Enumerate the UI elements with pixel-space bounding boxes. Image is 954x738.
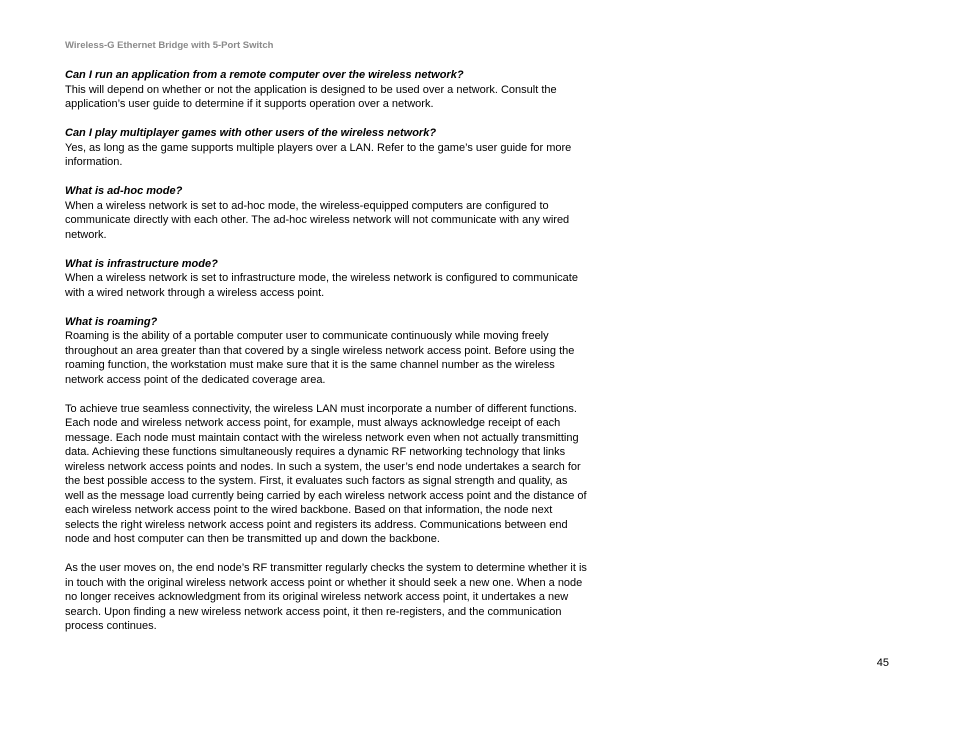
- body-paragraph-seamless-connectivity: To achieve true seamless connectivity, the wireless LAN must incorporate a number of different functions. Each node and wireless network access point, for example, must always acknowledge receipt of each message. Each node must maintain contact with the wireless network even when not actually transmitting data. Achieving these functions simultaneously requires a dynamic RF networking technology that links wireless network access points and nodes. In such a system, the user’s end node undertakes a search for the best possible access to the system. First, it evaluates such factors as signal strength and quality, as well as the message load currently being carried by each wireless network access point and the distance of each wireless network access point to the wired backbone. Based on that information, the node next selects the right wireless network access point and registers its address. Communications between end node and host computer can then be transmitted up and down the backbone.: [65, 402, 587, 545]
- faq-item-remote-application: [65, 68, 587, 112]
- faq-question: What is ad-hoc mode?: [65, 185, 183, 197]
- faq-question: What is infrastructure mode?: [65, 257, 218, 270]
- faq-answer: Yes, as long as the game supports multiple players over a LAN. Refer to the game’s user guide for more information.: [65, 141, 572, 168]
- faq-item-infrastructure-mode: [65, 257, 587, 301]
- faq-item-roaming: [65, 315, 587, 388]
- faq-answer: When a wireless network is set to infrastructure mode, the wireless network is configured to communicate with a wired network through a wireless access point.: [65, 272, 578, 299]
- faq-answer: Roaming is the ability of a portable computer user to communicate continuously while moving freely throughout an area greater than that covered by a single wireless network access point. Before using the roaming function, the workstation must make sure that it is the same channel number as the wireless network access point of the dedicated coverage area.: [65, 330, 575, 386]
- faq-question: Can I play multiplayer games with other users of the wireless network?: [65, 127, 437, 139]
- page-number: 45: [876, 657, 889, 669]
- body-paragraph-user-moves-on: As the user moves on, the end node’s RF transmitter regularly checks the system to determine whether it is in touch with the original wireless network access point or whether it should seek a new one. When a node no longer receives acknowledgment from its original wireless network access point, it undertakes a new search. Upon finding a new wireless network access point, it then re-registers, and the communication process continues.: [65, 562, 587, 632]
- document-header: Wireless-G Ethernet Bridge with 5-Port Switch: [65, 40, 274, 51]
- faq-answer: When a wireless network is set to ad-hoc mode, the wireless-equipped computers are configured to communicate directly with each other. The ad-hoc wireless network will not communicate with any wired network.: [65, 199, 570, 241]
- faq-item-multiplayer-games: [65, 126, 587, 170]
- faq-question: What is roaming?: [65, 315, 158, 328]
- faq-item-ad-hoc-mode: [65, 184, 587, 242]
- document-body: [65, 68, 587, 648]
- faq-question: Can I run an application from a remote computer over the wireless network?: [65, 69, 464, 81]
- faq-answer: This will depend on whether or not the application is designed to be used over a network. Consult the application’s user guide to determine if it supports operation over a network.: [65, 83, 557, 110]
